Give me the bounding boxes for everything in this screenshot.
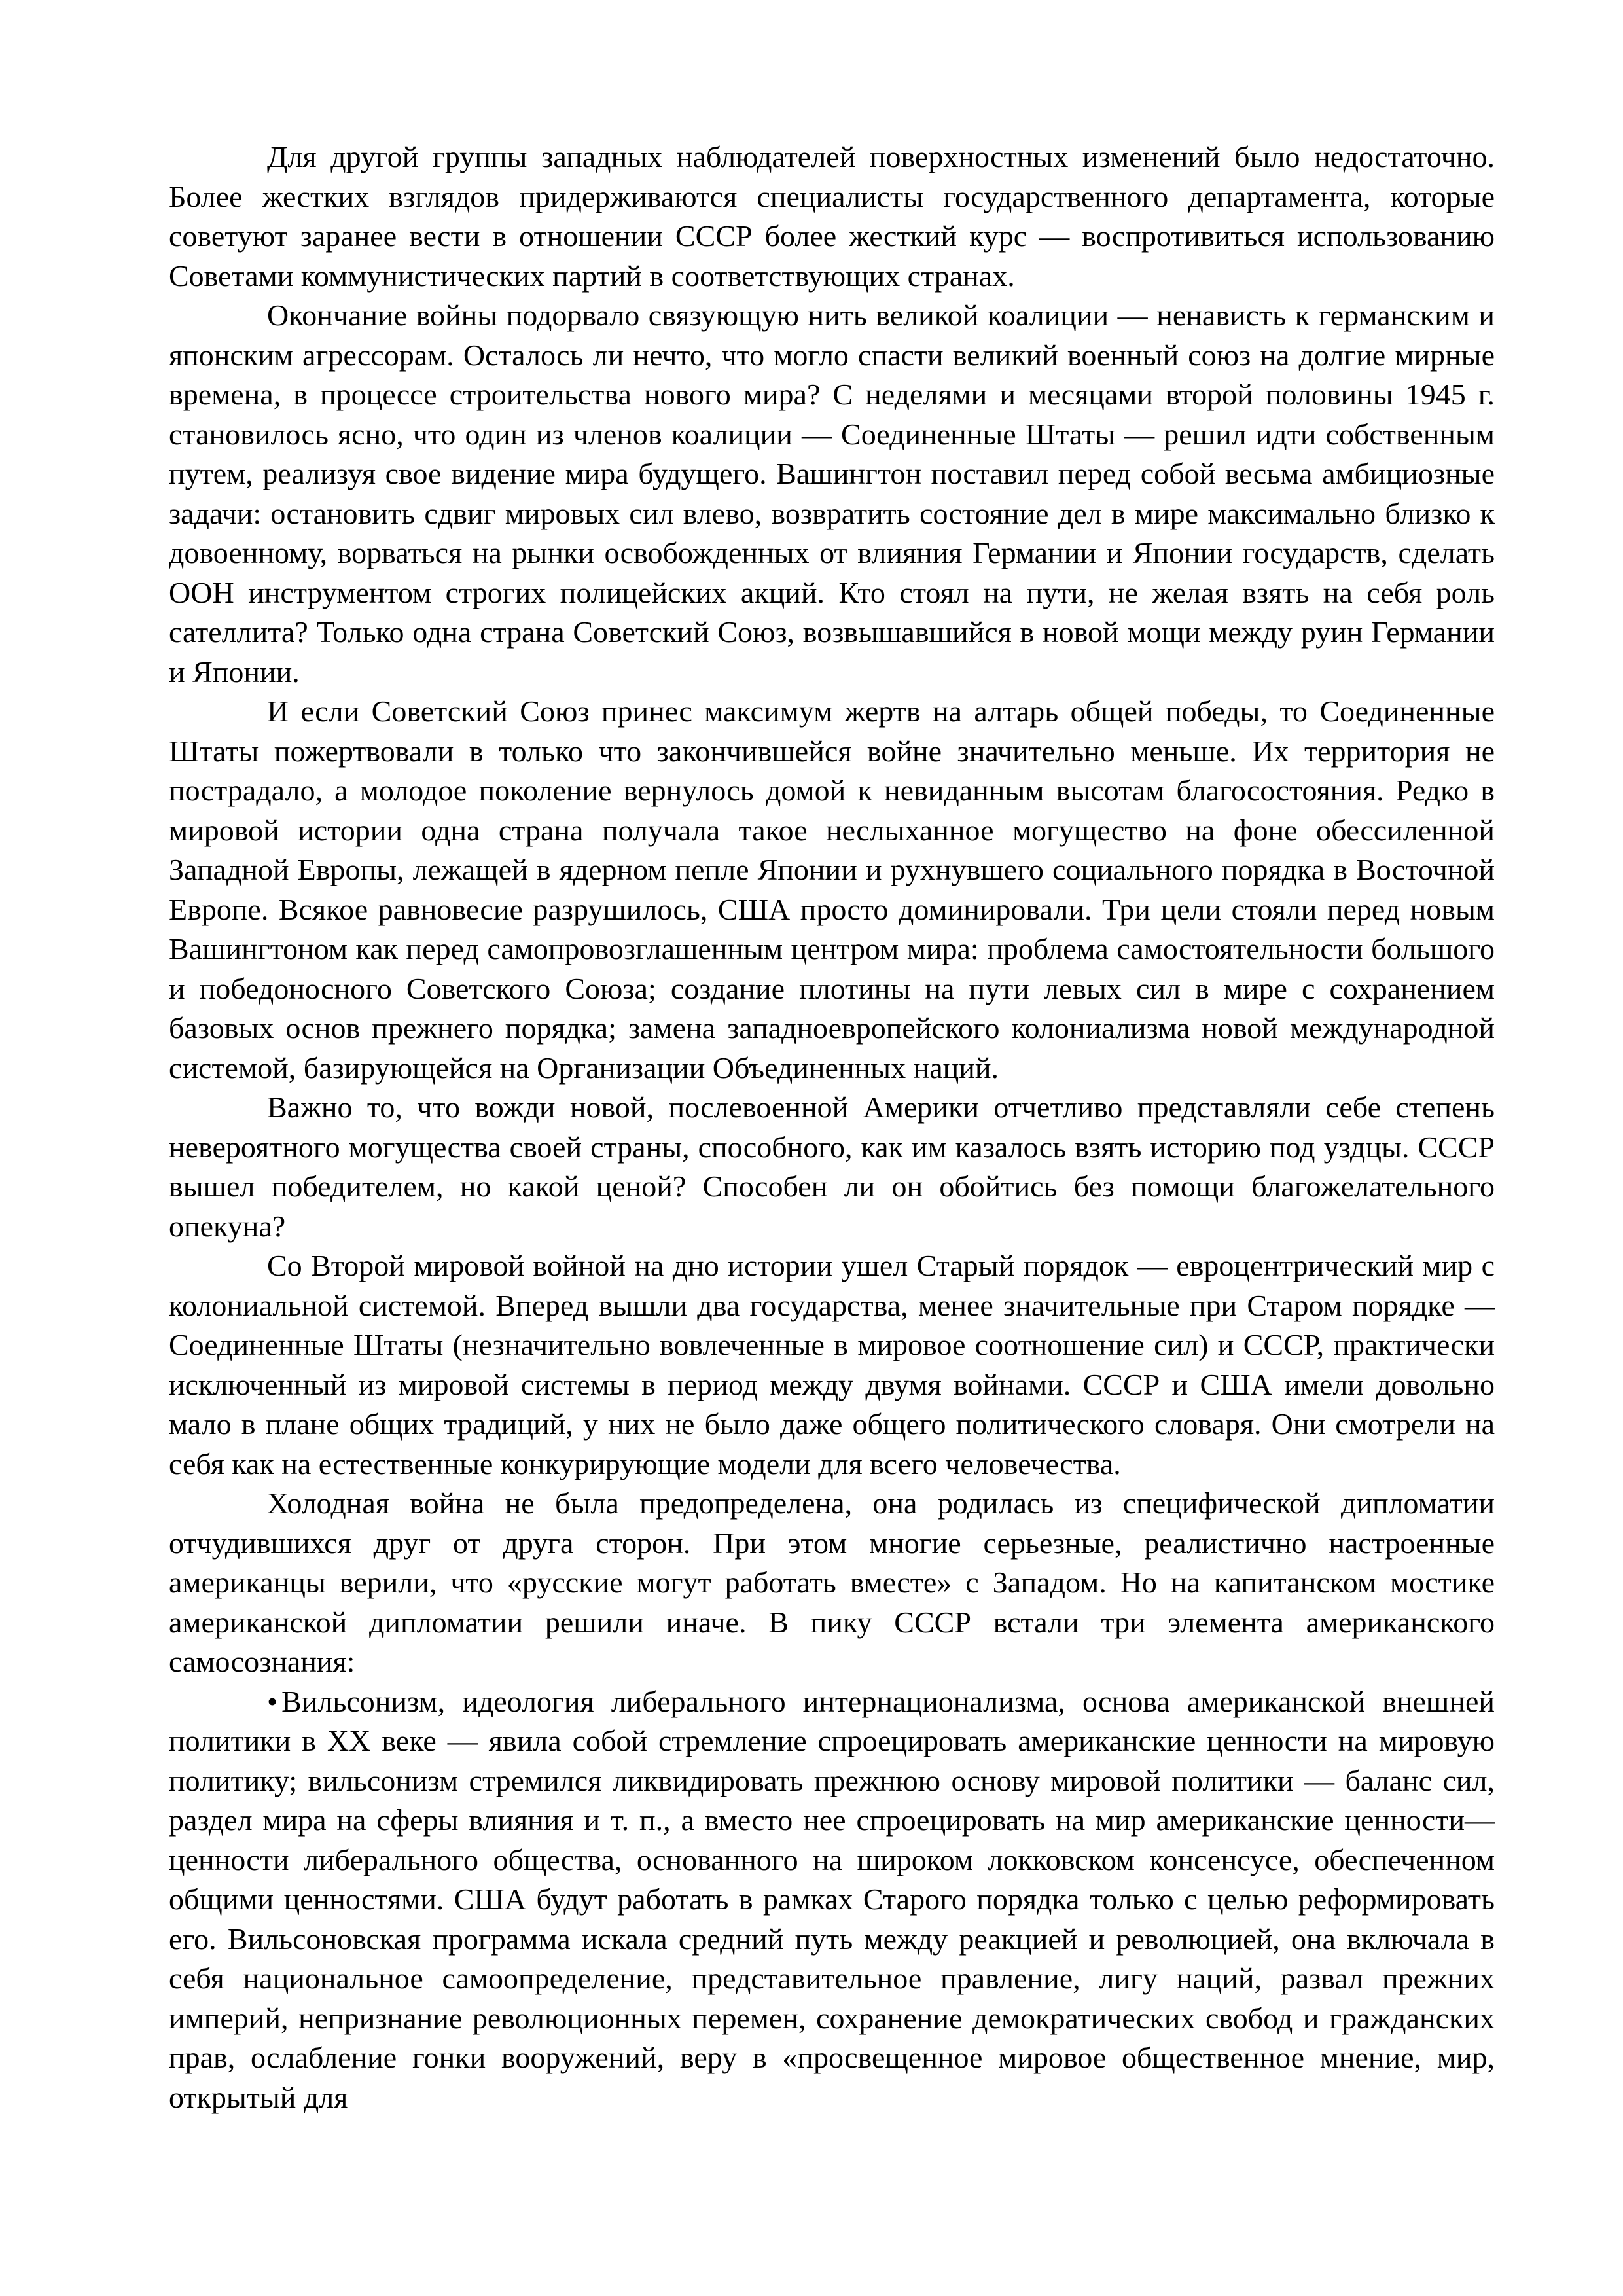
bullet-icon: •	[267, 1684, 278, 1718]
bullet-text: Вильсонизм, идеология либерального интернационализма, основа американской внешней политики в XX веке — явила собой стремление спроецировать американские ценности на мировую политику; вильсонизм стремился ликвидировать прежнюю основу мировой политики — баланс сил, раздел мира на сферы влияния и т. п., а вместо нее спроецировать на мир американские ценности— ценности либерального общества, основанного на широком локковском консенсусе, обеспеченном общими ценностями. США будут работать в рамках Старого порядка только с целью реформировать его. Вильсоновская программа искала средний путь между реакцией и революцией, она включала в себя национальное самоопределение, представительное правление, лигу наций, развал прежних империй, непризнание революционных перемен, сохранение демократических свобод и гражданских прав, ослабление гонки вооружений, веру в «просвещенное мировое общественное мнение, мир, открытый для	[169, 1684, 1495, 2114]
text-column	[169, 137, 1495, 2117]
paragraph: И если Советский Союз принес максимум жертв на алтарь общей победы, то Соединенные Штаты пожертвовали в только что закончившейся войне значительно меньше. Их территория не пострадало, а молодое поколение вернулось домой к невиданным высотам благосостояния. Редко в мировой истории одна страна получала такое неслыханное могущество на фоне обессиленной Западной Европы, лежащей в ядерном пепле Японии и рухнувшего социального порядка в Восточной Европе. Всякое равновесие разрушилось, США просто доминировали. Три цели стояли перед новым Вашингтоном как перед самопровозглашенным центром мира: проблема самостоятельности большого и победоносного Советского Союза; создание плотины на пути левых сил в мире с сохранением базовых основ прежнего порядка; замена западноевропейского колониализма новой международной системой, базирующейся на Организации Объединенных наций.	[169, 694, 1495, 1085]
paragraph: Холодная война не была предопределена, она родилась из специфической дипломатии отчудившихся друг от друга сторон. При этом многие серьезные, реалистично настроенные американцы верили, что «русские могут работать вместе» с Западом. Но на капитанском мостике американской дипломатии решили иначе. В пику СССР встали три элемента американского самосознания:	[169, 1486, 1495, 1678]
paragraph: Важно то, что вожди новой, послевоенной Америки отчетливо представляли себе степень невероятного могущества своей страны, способного, как им казалось взять историю под уздцы. СССР вышел победителем, но какой ценой? Способен ли он обойтись без помощи благожелательного опекуна?	[169, 1090, 1495, 1243]
paragraph: Для другой группы западных наблюдателей поверхностных изменений было недостаточно. Более жестких взглядов придерживаются специалисты государственного департамента, которые советуют заранее вести в отношении СССР более жесткий курс — воспротивиться использованию Советами коммунистических партий в соответствующих странах.	[169, 140, 1495, 293]
paragraph: Окончание войны подорвало связующую нить великой коалиции — ненависть к германским и японским агрессорам. Осталось ли нечто, что могло спасти великий военный союз на долгие мирные времена, в процессе строительства нового мира? С неделями и месяцами второй половины 1945 г. становилось ясно, что один из членов коалиции — Соединенные Штаты — решил идти собственным путем, реализуя свое видение мира будущего. Вашингтон поставил перед собой весьма амбициозные задачи: остановить сдвиг мировых сил влево, возвратить состояние дел в мире максимально близко к довоенному, ворваться на рынки освобожденных от влияния Германии и Японии государств, сделать ООН инструментом строгих полицейских акций. Кто стоял на пути, не желая взять на себя роль сателлита? Только одна страна Советский Союз, возвышавшийся в новой мощи между руин Германии и Японии.	[169, 298, 1495, 689]
bullet-paragraph	[169, 1682, 1495, 2118]
paragraph: Со Второй мировой войной на дно истории ушел Старый порядок — евроцентрический мир с колониальной системой. Вперед вышли два государства, менее значительные при Старом порядке — Соединенные Штаты (незначительно вовлеченные в мировое соотношение сил) и СССР, практически исключенный из мировой системы в период между двумя войнами. СССР и США имели довольно мало в плане общих традиций, у них не было даже общего политического словаря. Они смотрели на себя как на естественные конкурирующие модели для всего человечества.	[169, 1249, 1495, 1480]
